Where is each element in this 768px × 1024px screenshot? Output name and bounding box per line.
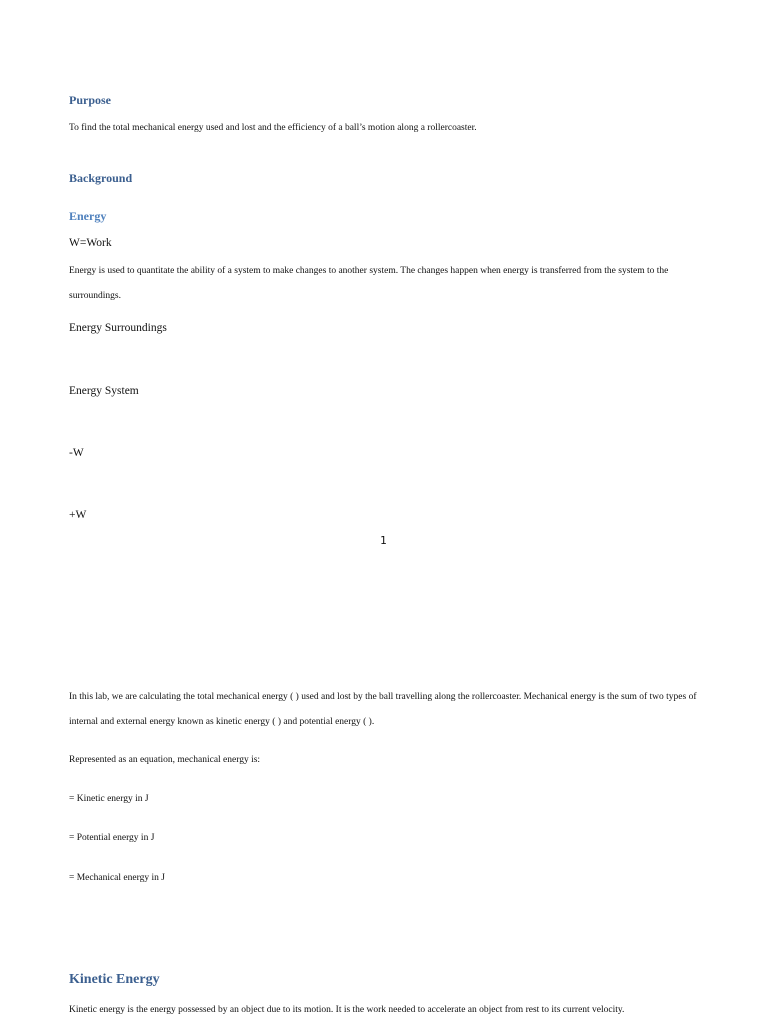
- diagram-label-plus-w: +W: [69, 509, 87, 521]
- mechanical-energy-paragraph: In this lab, we are calculating the total mechanical energy ( ) used and lost by the ball travelling along the rollercoaster. Mechanical energy is the sum of two types of internal and external energy known as kinetic energy ( ) and potential energy ( ).: [69, 692, 697, 727]
- diagram-label-minus-w: -W: [69, 447, 84, 459]
- diagram-label-energy-system: Energy System: [69, 385, 139, 397]
- energy-heading: Energy: [69, 209, 107, 223]
- equation-intro: Represented as an equation, mechanical energy is:: [69, 755, 261, 765]
- kinetic-energy-paragraph: Kinetic energy is the energy possessed by an object due to its motion. It is the work needed to accelerate an object from rest to its current velocity.: [69, 1005, 625, 1015]
- work-definition: W=Work: [69, 237, 112, 249]
- definition-potential: = Potential energy in J: [69, 833, 155, 843]
- definition-mechanical: = Mechanical energy in J: [69, 873, 165, 883]
- background-heading: Background: [69, 171, 133, 185]
- kinetic-energy-heading: Kinetic Energy: [69, 972, 160, 987]
- purpose-text: To find the total mechanical energy used and lost and the efficiency of a ball’s motion along a rollercoaster.: [69, 123, 477, 133]
- diagram-label-energy-surroundings: Energy Surroundings: [69, 322, 167, 334]
- energy-paragraph: Energy is used to quantitate the ability of a system to make changes to another system. The changes happen when energy is transferred from the system to the surroundings.: [69, 266, 669, 301]
- page-number: 1: [380, 534, 387, 547]
- definition-kinetic: = Kinetic energy in J: [69, 794, 149, 804]
- purpose-heading: Purpose: [69, 93, 111, 107]
